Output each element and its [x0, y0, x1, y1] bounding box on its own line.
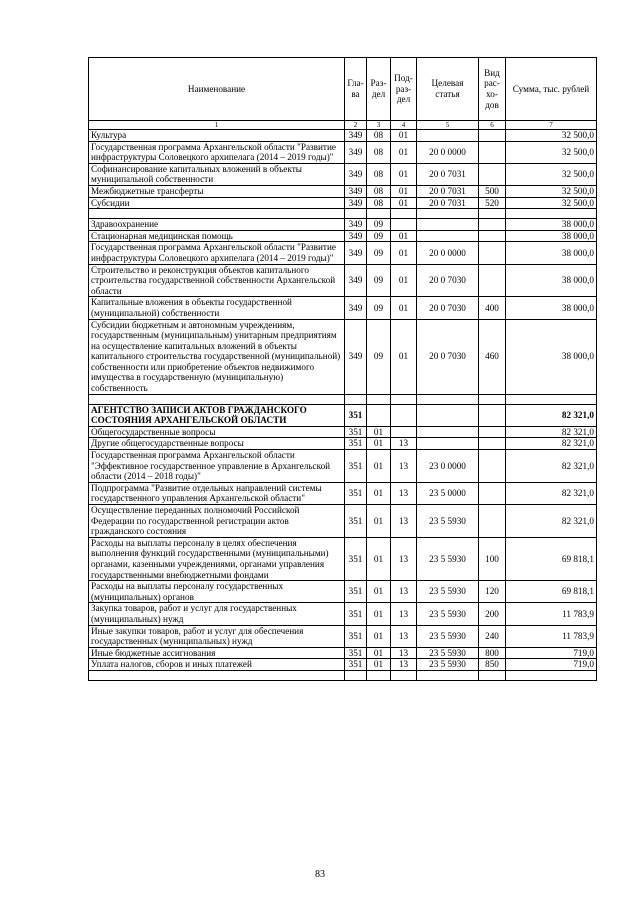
table-row — [89, 426, 597, 438]
row-glava: 349 — [345, 130, 367, 142]
row-glava: 351 — [345, 426, 367, 438]
row-razdel: 01 — [367, 505, 391, 538]
row-target: 23 5 5930 — [417, 647, 479, 659]
row-vid: 500 — [479, 185, 506, 197]
row-sum: 82 321,0 — [506, 450, 597, 483]
row-name: Расходы на выплаты персоналу в целях обеспечения выполнения функций государственными (муниципальными) органами, казенными учреждениями, органами управления государственными внебюджетными фондами — [89, 537, 345, 580]
row-sum: 11 783,9 — [506, 603, 597, 625]
row-sum: 32 500,0 — [506, 185, 597, 197]
row-vid — [479, 482, 506, 504]
row-vid — [479, 141, 506, 163]
row-glava: 351 — [345, 647, 367, 659]
row-podrazdel: 01 — [391, 163, 417, 185]
row-glava: 349 — [345, 197, 367, 209]
row-razdel: 08 — [367, 141, 391, 163]
row-razdel: 08 — [367, 163, 391, 185]
row-name: Стационарная медицинская помощь — [89, 230, 345, 242]
row-podrazdel: 13 — [391, 603, 417, 625]
row-glava: 351 — [345, 505, 367, 538]
row-podrazdel — [391, 404, 417, 426]
row-razdel: 01 — [367, 482, 391, 504]
row-sum: 32 500,0 — [506, 141, 597, 163]
row-target: 23 5 5930 — [417, 537, 479, 580]
row-podrazdel: 01 — [391, 141, 417, 163]
row-name: АГЕНТСТВО ЗАПИСИ АКТОВ ГРАЖДАНСКОГО СОСТОЯНИЯ АРХАНГЕЛЬСКОЙ ОБЛАСТИ — [89, 404, 345, 426]
row-vid: 800 — [479, 647, 506, 659]
row-target: 20 0 0000 — [417, 242, 479, 264]
row-glava: 351 — [345, 581, 367, 603]
row-sum: 82 321,0 — [506, 482, 597, 504]
row-name: Строительство и реконструкция объектов капитального строительства государственной собственности Архангельской области — [89, 264, 345, 297]
table-row — [89, 450, 597, 483]
row-podrazdel: 01 — [391, 197, 417, 209]
row-vid — [479, 505, 506, 538]
table-row — [89, 197, 597, 209]
column-number: 3 — [367, 121, 391, 130]
row-sum: 69 818,1 — [506, 581, 597, 603]
column-number: 5 — [417, 121, 479, 130]
header-vid: Вид рас-хо-дов — [479, 58, 506, 121]
row-glava: 351 — [345, 438, 367, 450]
row-glava: 351 — [345, 404, 367, 426]
row-name: Субсидии бюджетным и автономным учреждениям, государственным (муниципальным) унитарным предприятиям на осуществление капитальных вложений в объекты капитального строительства государственной (муниципальной) собственности или приобретение объектов недвижимого имущества в государственную (муниципальную) собственность — [89, 319, 345, 394]
row-sum: 82 321,0 — [506, 505, 597, 538]
table-row — [89, 625, 597, 647]
row-glava: 349 — [345, 219, 367, 231]
table-row — [89, 319, 597, 394]
row-name: Расходы на выплаты персоналу государственных (муниципальных) органов — [89, 581, 345, 603]
table-header-row — [89, 58, 597, 121]
table-row — [89, 505, 597, 538]
row-podrazdel: 13 — [391, 505, 417, 538]
row-glava: 349 — [345, 163, 367, 185]
table-row — [89, 264, 597, 297]
page-number: 83 — [315, 869, 325, 880]
row-glava: 351 — [345, 625, 367, 647]
row-target: 23 5 0000 — [417, 482, 479, 504]
row-sum: 82 321,0 — [506, 438, 597, 450]
table-row — [89, 141, 597, 163]
table-row — [89, 482, 597, 504]
row-glava: 349 — [345, 264, 367, 297]
row-vid — [479, 230, 506, 242]
row-razdel: 09 — [367, 219, 391, 231]
table-row — [89, 219, 597, 231]
row-vid: 850 — [479, 659, 506, 671]
row-target: 20 0 7031 — [417, 197, 479, 209]
row-target: 23 5 5930 — [417, 659, 479, 671]
row-target: 23 5 5930 — [417, 625, 479, 647]
row-podrazdel: 01 — [391, 297, 417, 319]
empty-row — [89, 394, 597, 404]
row-razdel: 01 — [367, 438, 391, 450]
row-glava: 351 — [345, 482, 367, 504]
row-podrazdel: 01 — [391, 230, 417, 242]
row-vid — [479, 242, 506, 264]
row-target: 23 0 0000 — [417, 450, 479, 483]
table-row — [89, 438, 597, 450]
row-name: Иные закупки товаров, работ и услуг для обеспечения государственных (муниципальных) нужд — [89, 625, 345, 647]
row-vid: 520 — [479, 197, 506, 209]
row-name: Другие общегосударственные вопросы — [89, 438, 345, 450]
table-row — [89, 603, 597, 625]
row-name: Уплата налогов, сборов и иных платежей — [89, 659, 345, 671]
row-sum: 38 000,0 — [506, 219, 597, 231]
row-sum: 38 000,0 — [506, 242, 597, 264]
column-number: 4 — [391, 121, 417, 130]
row-vid — [479, 426, 506, 438]
row-name: Межбюджетные трансферты — [89, 185, 345, 197]
row-razdel: 01 — [367, 537, 391, 580]
table-row — [89, 163, 597, 185]
row-podrazdel: 13 — [391, 625, 417, 647]
column-number: 7 — [506, 121, 597, 130]
row-vid — [479, 163, 506, 185]
row-vid: 120 — [479, 581, 506, 603]
row-vid — [479, 264, 506, 297]
row-target — [417, 130, 479, 142]
table-row — [89, 242, 597, 264]
row-vid: 460 — [479, 319, 506, 394]
row-podrazdel: 13 — [391, 647, 417, 659]
table-row — [89, 297, 597, 319]
row-sum: 719,0 — [506, 647, 597, 659]
row-podrazdel: 13 — [391, 450, 417, 483]
row-name: Здравоохранение — [89, 219, 345, 231]
column-number: 6 — [479, 121, 506, 130]
row-sum: 11 783,9 — [506, 625, 597, 647]
row-name: Государственная программа Архангельской области "Эффективное государственное управление в Архангельской области (2014 – 2018 годы)" — [89, 450, 345, 483]
header-sum: Сумма, тыс. рублей — [506, 58, 597, 121]
row-podrazdel: 13 — [391, 659, 417, 671]
empty-row — [89, 209, 597, 219]
row-target: 20 0 7030 — [417, 297, 479, 319]
row-glava: 349 — [345, 185, 367, 197]
row-razdel: 01 — [367, 581, 391, 603]
row-sum: 32 500,0 — [506, 163, 597, 185]
row-podrazdel — [391, 426, 417, 438]
table-row — [89, 404, 597, 426]
row-name: Софинансирование капитальных вложений в объекты муниципальной собственности — [89, 163, 345, 185]
column-number: 1 — [89, 121, 345, 130]
row-podrazdel: 01 — [391, 185, 417, 197]
row-sum: 719,0 — [506, 659, 597, 671]
row-podrazdel: 01 — [391, 319, 417, 394]
table-row — [89, 230, 597, 242]
row-name: Общегосударственные вопросы — [89, 426, 345, 438]
row-razdel: 09 — [367, 297, 391, 319]
row-glava: 349 — [345, 230, 367, 242]
row-target — [417, 230, 479, 242]
row-glava: 349 — [345, 319, 367, 394]
row-sum: 38 000,0 — [506, 230, 597, 242]
row-name: Государственная программа Архангельской области "Развитие инфраструктуры Соловецкого архипелага (2014 – 2019 годы)" — [89, 242, 345, 264]
row-name: Иные бюджетные ассигнования — [89, 647, 345, 659]
row-razdel: 09 — [367, 264, 391, 297]
row-sum: 32 500,0 — [506, 130, 597, 142]
row-podrazdel: 01 — [391, 130, 417, 142]
row-target: 20 0 7031 — [417, 163, 479, 185]
row-name: Осуществление переданных полномочий Российской Федерации по государственной регистрации актов гражданского состояния — [89, 505, 345, 538]
row-razdel: 08 — [367, 197, 391, 209]
row-target: 23 5 5930 — [417, 505, 479, 538]
row-razdel: 01 — [367, 647, 391, 659]
row-sum: 38 000,0 — [506, 297, 597, 319]
header-target: Целевая статья — [417, 58, 479, 121]
table-row — [89, 659, 597, 671]
row-razdel: 09 — [367, 242, 391, 264]
row-razdel: 01 — [367, 603, 391, 625]
row-target: 23 5 5930 — [417, 603, 479, 625]
row-target: 20 0 7031 — [417, 185, 479, 197]
row-target: 20 0 7030 — [417, 264, 479, 297]
table-row — [89, 537, 597, 580]
table-body — [89, 130, 597, 681]
row-podrazdel: 01 — [391, 264, 417, 297]
row-vid: 240 — [479, 625, 506, 647]
row-podrazdel — [391, 219, 417, 231]
row-podrazdel: 13 — [391, 581, 417, 603]
row-glava: 349 — [345, 141, 367, 163]
row-razdel: 08 — [367, 185, 391, 197]
row-target — [417, 438, 479, 450]
column-number-row — [89, 121, 597, 130]
row-name: Закупка товаров, работ и услуг для государственных (муниципальных) нужд — [89, 603, 345, 625]
empty-row — [89, 670, 597, 680]
row-name: Капитальные вложения в объекты государственной (муниципальной) собственности — [89, 297, 345, 319]
row-razdel: 01 — [367, 450, 391, 483]
row-name: Культура — [89, 130, 345, 142]
row-glava: 349 — [345, 297, 367, 319]
row-sum: 82 321,0 — [506, 426, 597, 438]
row-razdel: 09 — [367, 230, 391, 242]
row-podrazdel: 13 — [391, 537, 417, 580]
row-podrazdel: 01 — [391, 242, 417, 264]
row-razdel: 01 — [367, 625, 391, 647]
row-razdel — [367, 404, 391, 426]
header-razdel: Раз-дел — [367, 58, 391, 121]
table-row — [89, 130, 597, 142]
row-target: 23 5 5930 — [417, 581, 479, 603]
row-name: Субсидии — [89, 197, 345, 209]
row-target: 20 0 7030 — [417, 319, 479, 394]
row-vid — [479, 404, 506, 426]
row-sum: 38 000,0 — [506, 264, 597, 297]
header-glava: Гла-ва — [345, 58, 367, 121]
row-glava: 351 — [345, 537, 367, 580]
budget-table — [88, 57, 597, 681]
row-sum: 38 000,0 — [506, 319, 597, 394]
row-name: Государственная программа Архангельской области "Развитие инфраструктуры Соловецкого архипелага (2014 – 2019 годы)" — [89, 141, 345, 163]
row-vid: 100 — [479, 537, 506, 580]
row-target — [417, 404, 479, 426]
row-razdel: 09 — [367, 319, 391, 394]
table-row — [89, 647, 597, 659]
table-row — [89, 581, 597, 603]
row-sum: 69 818,1 — [506, 537, 597, 580]
header-podrazdel: Под-раз-дел — [391, 58, 417, 121]
row-vid — [479, 438, 506, 450]
row-glava: 351 — [345, 450, 367, 483]
header-name: Наименование — [89, 58, 345, 121]
column-number: 2 — [345, 121, 367, 130]
row-target — [417, 219, 479, 231]
row-razdel: 01 — [367, 659, 391, 671]
row-razdel: 01 — [367, 426, 391, 438]
row-podrazdel: 13 — [391, 438, 417, 450]
row-glava: 351 — [345, 603, 367, 625]
row-target: 20 0 0000 — [417, 141, 479, 163]
row-vid: 400 — [479, 297, 506, 319]
row-vid — [479, 219, 506, 231]
row-sum: 32 500,0 — [506, 197, 597, 209]
row-vid — [479, 130, 506, 142]
row-target — [417, 426, 479, 438]
row-vid — [479, 450, 506, 483]
row-sum: 82 321,0 — [506, 404, 597, 426]
row-glava: 351 — [345, 659, 367, 671]
table-row — [89, 185, 597, 197]
row-glava: 349 — [345, 242, 367, 264]
row-vid: 200 — [479, 603, 506, 625]
row-razdel: 08 — [367, 130, 391, 142]
row-name: Подпрограмма "Развитие отдельных направлений системы государственного управления Архангельской области" — [89, 482, 345, 504]
row-podrazdel: 13 — [391, 482, 417, 504]
